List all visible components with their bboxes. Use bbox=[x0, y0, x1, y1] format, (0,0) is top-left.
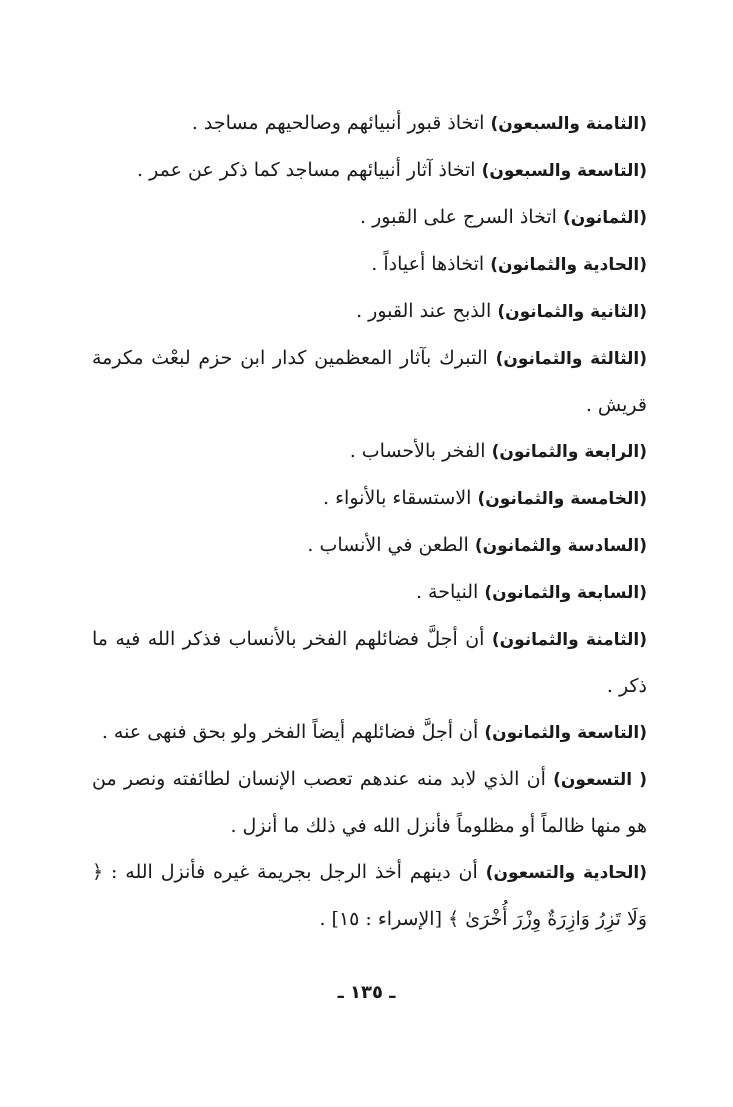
item-label: (التاسعة والسبعون) bbox=[481, 161, 647, 181]
item-label: (الرابعة والثمانون) bbox=[491, 442, 647, 462]
item-text: الطعن في الأنساب . bbox=[307, 534, 475, 556]
item-label: (السادسة والثمانون) bbox=[474, 536, 647, 556]
item-label: (الحادية والثمانون) bbox=[490, 255, 647, 275]
paragraph-item bbox=[92, 849, 647, 942]
item-label: (الثامنة والسبعون) bbox=[490, 114, 647, 134]
item-label: ( التسعون) bbox=[553, 770, 648, 790]
item-text: أن أجلَّ فضائلهم الفخر بالأنساب فذكر الله فيه ما ذكر . bbox=[92, 628, 647, 697]
paragraph-item bbox=[92, 335, 647, 428]
paragraph-item bbox=[92, 100, 647, 147]
item-text: اتخاذها أعياداً . bbox=[371, 253, 491, 275]
item-text: اتخاذ السرج على القبور . bbox=[360, 206, 563, 228]
item-label: (الخامسة والثمانون) bbox=[477, 489, 647, 509]
item-label: (الثامنة والثمانون) bbox=[491, 630, 647, 650]
paragraph-item bbox=[92, 522, 647, 569]
paragraph-item bbox=[92, 475, 647, 522]
paragraph-item bbox=[92, 756, 647, 849]
paragraph-item bbox=[92, 241, 647, 288]
paragraph-item bbox=[92, 616, 647, 709]
item-text: النياحة . bbox=[415, 581, 485, 603]
item-text: الذبح عند القبور . bbox=[356, 300, 498, 322]
page-number: ـ ١٣٥ ـ bbox=[337, 982, 396, 1003]
item-label: (الثالثة والثمانون) bbox=[495, 349, 648, 369]
item-text: الفخر بالأحساب . bbox=[349, 440, 492, 462]
item-text: أن الذي لابد منه عندهم تعصب الإنسان لطائفته ونصر من هو منها ظالماً أو مظلوماً فأنزل الله في ذلك ما أنزل . bbox=[92, 768, 647, 837]
item-text: الاستسقاء بالأنواء . bbox=[323, 487, 478, 509]
paragraph-item bbox=[92, 147, 647, 194]
item-text: اتخاذ آثار أنبيائهم مساجد كما ذكر عن عمر . bbox=[137, 159, 482, 181]
paragraph-item bbox=[92, 194, 647, 241]
item-label: (السابعة والثمانون) bbox=[484, 583, 647, 603]
item-text: اتخاذ قبور أنبيائهم وصالحيهم مساجد . bbox=[191, 112, 491, 134]
item-label: (الثانية والثمانون) bbox=[497, 302, 647, 322]
item-text: التبرك بآثار المعظمين كدار ابن حزم لبعْث مكرمة قريش . bbox=[92, 347, 647, 416]
paragraph-item bbox=[92, 428, 647, 475]
item-text: أن أجلَّ فضائلهم أيضاً الفخر ولو بحق فنهى عنه . bbox=[101, 721, 485, 743]
item-label: (الثمانون) bbox=[562, 208, 647, 228]
paragraph-item bbox=[92, 288, 647, 335]
paragraph-item bbox=[92, 709, 647, 756]
item-label: (الحادية والتسعون) bbox=[485, 863, 648, 883]
item-text: أن دينهم أخذ الرجل بجريمة غيره فأنزل الله : ﴿ وَلَا تَزِرُ وَازِرَةٌ وِزْرَ أُخْرَىٰ ﴾ [الإسراء : ١٥] . bbox=[92, 861, 647, 930]
document-body bbox=[92, 100, 647, 942]
item-label: (التاسعة والثمانون) bbox=[484, 723, 647, 743]
paragraph-item bbox=[92, 569, 647, 616]
